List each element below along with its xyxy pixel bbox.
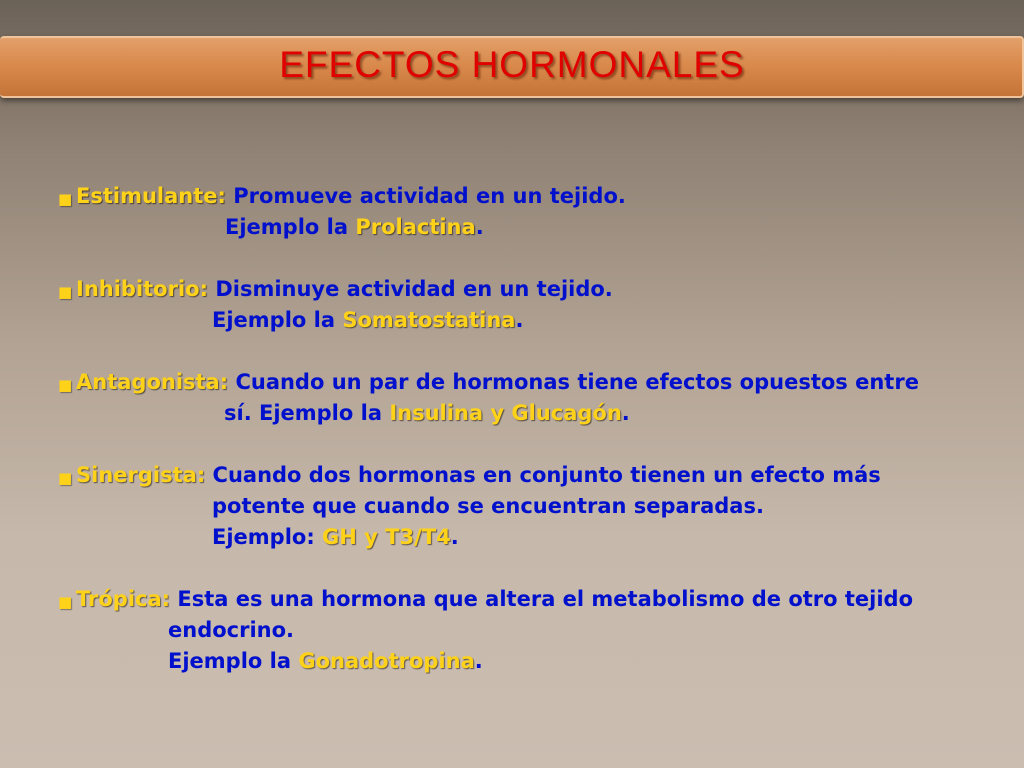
example-prefix: Ejemplo la (168, 649, 292, 673)
example-highlight: Prolactina (355, 215, 476, 239)
square-bullet-icon: ■ (58, 190, 73, 208)
item-line (76, 274, 976, 305)
item-example-line: Ejemplo: GH y T3/T4. (212, 525, 459, 549)
item-line (76, 181, 976, 212)
item-continuation-line: potente que cuando se encuentran separadas. (212, 494, 764, 518)
item-term: Sinergista: (76, 463, 206, 487)
item-term: Trópica: (76, 587, 171, 611)
slide-content (56, 181, 976, 708)
list-item-tropica (56, 584, 976, 677)
example-prefix: sí. Ejemplo la (224, 401, 382, 425)
item-term: Antagonista: (76, 370, 229, 394)
list-item-estimulante (56, 181, 976, 243)
item-description: Cuando dos hormonas en conjunto tienen un efecto más (212, 463, 881, 487)
item-description: Esta es una hormona que altera el metabolismo de otro tejido (177, 587, 914, 611)
item-line (76, 367, 976, 398)
item-continuation-line: endocrino. (168, 618, 295, 642)
item-example-line: sí. Ejemplo la Insulina y Glucagón. (224, 401, 630, 425)
square-bullet-icon: ■ (58, 376, 73, 394)
list-item-sinergista (56, 460, 976, 553)
list-item-inhibitorio (56, 274, 976, 336)
square-bullet-icon: ■ (58, 283, 73, 301)
example-highlight: GH y T3/T4 (322, 525, 451, 549)
example-prefix: Ejemplo la (225, 215, 349, 239)
square-bullet-icon: ■ (58, 593, 73, 611)
example-highlight: Gonadotropina (298, 649, 475, 673)
item-description: Cuando un par de hormonas tiene efectos opuestos entre (235, 370, 919, 394)
slide-title: EFECTOS HORMONALES (279, 44, 745, 85)
item-description: Disminuye actividad en un tejido. (215, 277, 613, 301)
example-prefix: Ejemplo la (212, 308, 336, 332)
item-line (76, 460, 976, 491)
example-highlight: Somatostatina (342, 308, 516, 332)
item-example-line: Ejemplo la Somatostatina. (212, 308, 524, 332)
example-highlight: Insulina y Glucagón (389, 401, 622, 425)
item-term: Inhibitorio: (76, 277, 208, 301)
item-line (76, 584, 976, 615)
item-term: Estimulante: (76, 184, 226, 208)
item-example-line: Ejemplo la Prolactina. (225, 215, 484, 239)
list-item-antagonista (56, 367, 976, 429)
item-description: Promueve actividad en un tejido. (233, 184, 626, 208)
square-bullet-icon: ■ (58, 469, 73, 487)
example-prefix: Ejemplo: (212, 525, 315, 549)
item-example-line: Ejemplo la Gonadotropina. (168, 649, 483, 673)
